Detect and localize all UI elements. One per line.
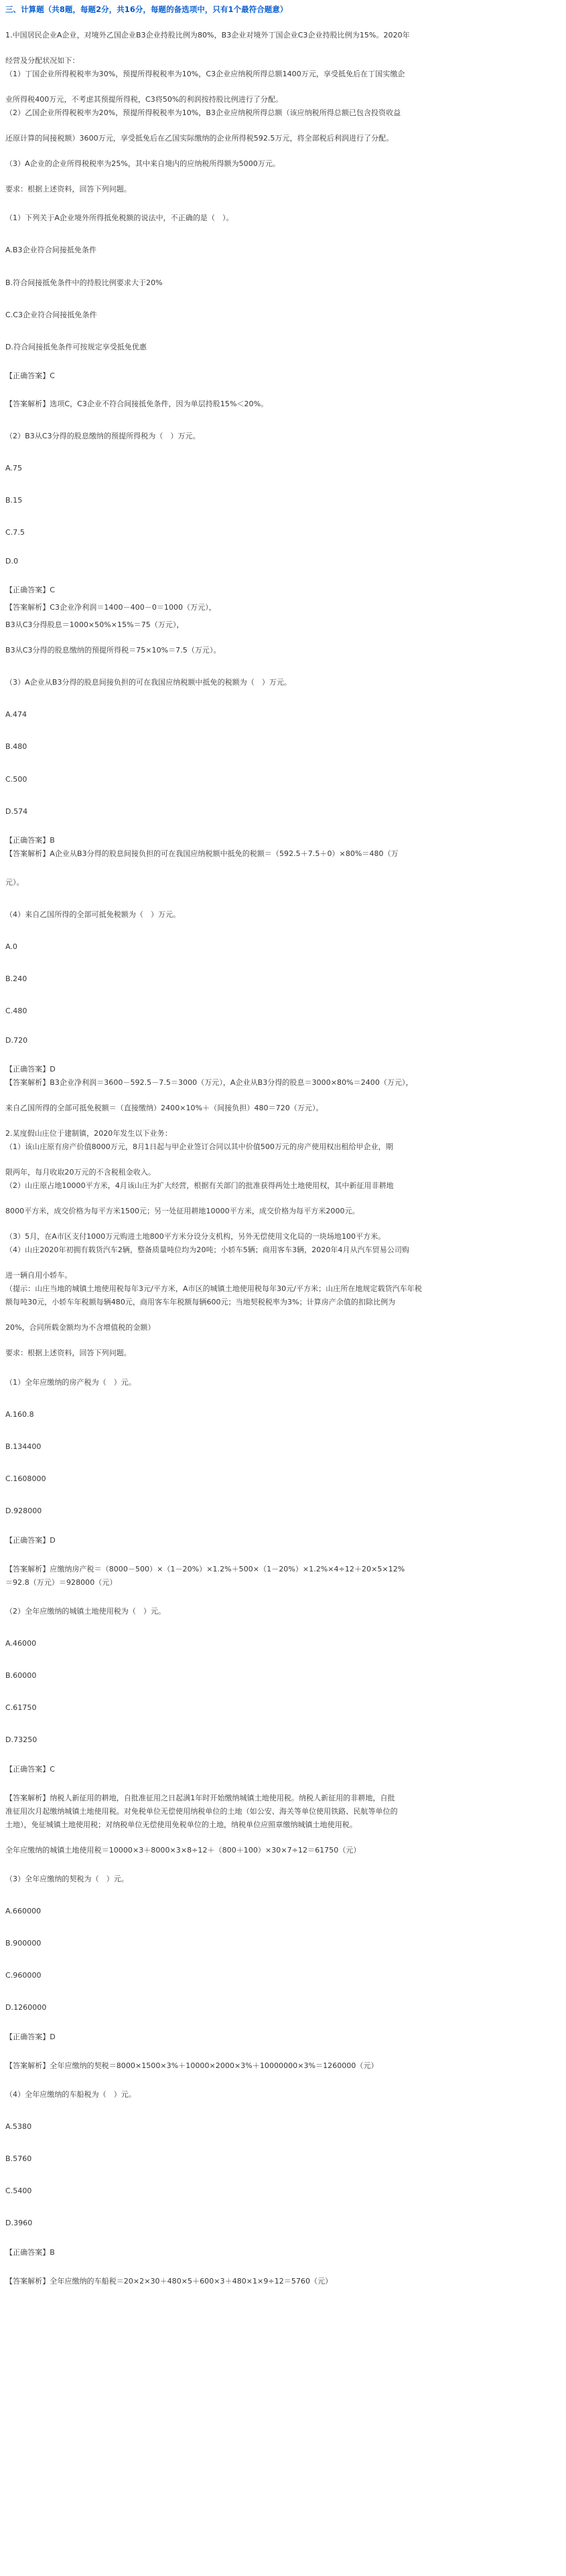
question-line: （3）A企业的企业所得税税率为25%，其中来自境内的应纳税所得额为5000万元。 <box>5 159 280 168</box>
option-line: D.0 <box>5 557 19 566</box>
answer-explanation-line: 【答案解析】B3企业净利润＝3600－592.5－7.5＝3000（万元），A企业从B3分得的股息＝3000×80%＝2400（万元）， <box>5 1078 413 1087</box>
option-line: C.500 <box>5 775 27 784</box>
question-line: （2）山庄原占地10000平方米，4月该山庄为扩大经营，根据有关部门的批准获得两处土地使用权，其中新征用非耕地 <box>5 1181 394 1190</box>
text-line: 来自乙国所得的全部可抵免税额＝（直接缴纳）2400×10%＋（间接负担）480＝720（万元）。 <box>5 1104 324 1112</box>
question-line: （4）来自乙国所得的全部可抵免税额为（ ）万元。 <box>5 910 181 919</box>
question-line: （4）山庄2020年初拥有载货汽车2辆，整备质量吨位均为20吨；小轿车5辆；商用客车3辆，2020年4月从汽车贸易公司购 <box>5 1246 409 1254</box>
option-line: C.C3企业符合间接抵免条件 <box>5 311 97 319</box>
question-line: （1）下列关于A企业境外所得抵免税额的说法中，不正确的是（ ）。 <box>5 213 234 222</box>
correct-answer-line: 【正确答案】D <box>5 1065 56 1074</box>
text-line: 要求：根据上述资料，回答下列问题。 <box>5 1349 131 1357</box>
text-line: 土地），免征城镇土地使用税；对纳税单位无偿使用免税单位的土地，纳税单位应照章缴纳城镇土地使用税。 <box>5 1820 357 1829</box>
option-line: B.480 <box>5 742 27 751</box>
text-line: 全年应缴纳的城镇土地使用税＝10000×3＋8000×3×8÷12＋（800＋100）×30×7÷12＝61750（元） <box>5 1846 361 1855</box>
question-line: （1）该山庄原有房产价值8000万元，8月1日起与甲企业签订合同以其中价值500万元的房产使用权出租给甲企业，期 <box>5 1142 393 1151</box>
text-line: 进一辆自用小轿车。 <box>5 1271 72 1280</box>
option-line: A.660000 <box>5 1907 42 1915</box>
option-line: D.1260000 <box>5 2003 47 2012</box>
text-line: 2.某度假山庄位于建制镇，2020年发生以下业务： <box>5 1129 172 1138</box>
option-line: D.574 <box>5 807 28 816</box>
correct-answer-line: 【正确答案】D <box>5 2033 56 2041</box>
option-line: C.7.5 <box>5 528 25 537</box>
correct-answer-line: 【正确答案】C <box>5 586 56 594</box>
text-line: 8000平方米，成交价格为每平方米1500元；另一处征用耕地10000平方米，成交价格为每平方米2000元。 <box>5 1207 360 1215</box>
text-line: 准征用次月起缴纳城镇土地使用税。对免税单位无偿使用纳税单位的土地（如公安、海关等单位使用铁路、民航等单位的 <box>5 1807 398 1816</box>
option-line: A.5380 <box>5 2122 32 2131</box>
option-line: B.15 <box>5 496 23 505</box>
option-line: D.73250 <box>5 1735 38 1744</box>
text-line: 元）。 <box>5 878 24 887</box>
text-line: ＝92.8（万元）＝928000（元） <box>5 1578 117 1587</box>
option-line: D.3960 <box>5 2219 33 2227</box>
question-line: （2）全年应缴纳的城镇土地使用税为（ ）元。 <box>5 1607 166 1616</box>
section-title: 三、计算题（共8题，每题2分，共16分，每题的备选项中，只有1个最符合题意） <box>5 5 288 14</box>
option-line: B.60000 <box>5 1671 37 1680</box>
option-line: A.B3企业符合间接抵免条件 <box>5 246 97 254</box>
question-line: （3）5月，在A市区支付1000万元购进土地800平方米分设分支机构，另外无偿使用文化局的一块场地100平方米。 <box>5 1232 386 1241</box>
option-line: C.5400 <box>5 2186 32 2195</box>
correct-answer-line: 【正确答案】B <box>5 2248 55 2257</box>
option-line: C.480 <box>5 1007 27 1015</box>
option-line: D.720 <box>5 1036 28 1045</box>
text-line: B3从C3分得股息＝1000×50%×15%＝75（万元）， <box>5 620 184 629</box>
answer-explanation-line: 【答案解析】应缴纳房产税＝（8000－500）×（1－20%）×1.2%＋500×（1－20%）×1.2%×4÷12＋20×5×12% <box>5 1565 405 1573</box>
answer-explanation-line: 【答案解析】C3企业净利润＝1400－400－0＝1000（万元）， <box>5 603 216 612</box>
question-line: （4）全年应缴纳的车船税为（ ）元。 <box>5 2090 136 2099</box>
question-line: （3）A企业从B3分得的股息间接负担的可在我国应纳税额中抵免的税额为（ ）万元。 <box>5 678 292 687</box>
option-line: C.61750 <box>5 1703 37 1712</box>
option-line: D.符合间接抵免条件可按规定享受抵免优惠 <box>5 343 147 351</box>
question-line: （1）丁国企业所得税税率为30%，预提所得税税率为10%，C3企业应纳税所得总额1400万元，享受抵免后在丁国实缴企 <box>5 70 405 78</box>
text-line: 限两年，每月收取20万元的不含税租金收入。 <box>5 1168 156 1177</box>
question-line: （3）全年应缴纳的契税为（ ）元。 <box>5 1875 129 1883</box>
text-line: 20%，合同所载金额均为不含增值税的金额） <box>5 1323 155 1332</box>
option-line: B.900000 <box>5 1939 42 1948</box>
text-line: 业所得税400万元，不考虑其预提所得税，C3将50%的利润按持股比例进行了分配。 <box>5 95 283 104</box>
text-line: 1.中国居民企业A企业，对境外乙国企业B3企业持股比例为80%，B3企业对境外丁国企业C3企业持股比例为15%。2020年 <box>5 31 410 39</box>
option-line: B.5760 <box>5 2154 32 2163</box>
option-line: B.240 <box>5 974 27 983</box>
text-line: 还原计算的间接税额）3600万元，享受抵免后在乙国实际缴纳的企业所得税592.5万元，将全部税后利润进行了分配。 <box>5 134 394 143</box>
option-line: D.928000 <box>5 1507 42 1515</box>
option-line: C.1608000 <box>5 1474 46 1483</box>
question-line: （1）全年应缴纳的房产税为（ ）元。 <box>5 1378 136 1387</box>
option-line: B.符合间接抵免条件中的持股比例要求大于20% <box>5 278 163 287</box>
correct-answer-line: 【正确答案】C <box>5 371 56 380</box>
answer-explanation-line: 【答案解析】全年应缴纳的契税＝8000×1500×3%＋10000×2000×3%＋10000000×3%＝1260000（元） <box>5 2061 378 2070</box>
question-line: （2）乙国企业所得税税率为20%，预提所得税税率为10%，B3企业应纳税所得总额（该应纳税所得总额已包含投资收益 <box>5 108 401 117</box>
question-line: （2）B3从C3分得的股息缴纳的预提所得税为（ ）万元。 <box>5 432 200 440</box>
option-line: A.474 <box>5 710 27 719</box>
correct-answer-line: 【正确答案】D <box>5 1536 56 1545</box>
option-line: A.75 <box>5 464 23 473</box>
answer-explanation-line: 【答案解析】全年应缴纳的车船税＝20×2×30＋480×5＋600×3＋480×1×9÷12＝5760（元） <box>5 2277 333 2286</box>
option-line: A.0 <box>5 942 17 951</box>
option-line: B.134400 <box>5 1442 42 1451</box>
answer-explanation-line: 【答案解析】A企业从B3分得的股息间接负担的可在我国应纳税额中抵免的税额＝（592.5＋7.5＋0）×80%＝480（万 <box>5 849 399 858</box>
text-line: （提示：山庄当地的城镇土地使用税每年3元/平方米，A市区的城镇土地使用税每年30元/平方米；山庄所在地规定载货汽车年税 <box>5 1284 422 1293</box>
text-line: B3从C3分得的股息缴纳的预提所得税＝75×10%＝7.5（万元）。 <box>5 646 221 655</box>
answer-explanation-line: 【答案解析】纳税人新征用的耕地，自批准征用之日起满1年时开始缴纳城镇土地使用税。纳税人新征用的非耕地，自批 <box>5 1794 395 1802</box>
option-line: A.46000 <box>5 1639 37 1648</box>
text-line: 经营及分配状况如下： <box>5 56 80 65</box>
text-line: 额每吨30元，小轿车年税额每辆480元，商用客车年税额每辆600元；当地契税税率为3%；计算房产余值的扣除比例为 <box>5 1298 396 1306</box>
answer-explanation-line: 【答案解析】选项C，C3企业不符合间接抵免条件，因为单层持股15%＜20%。 <box>5 400 269 408</box>
option-line: A.160.8 <box>5 1410 34 1419</box>
correct-answer-line: 【正确答案】B <box>5 836 55 845</box>
text-line: 要求：根据上述资料，回答下列问题。 <box>5 185 131 193</box>
option-line: C.960000 <box>5 1971 42 1980</box>
correct-answer-line: 【正确答案】C <box>5 1765 56 1774</box>
